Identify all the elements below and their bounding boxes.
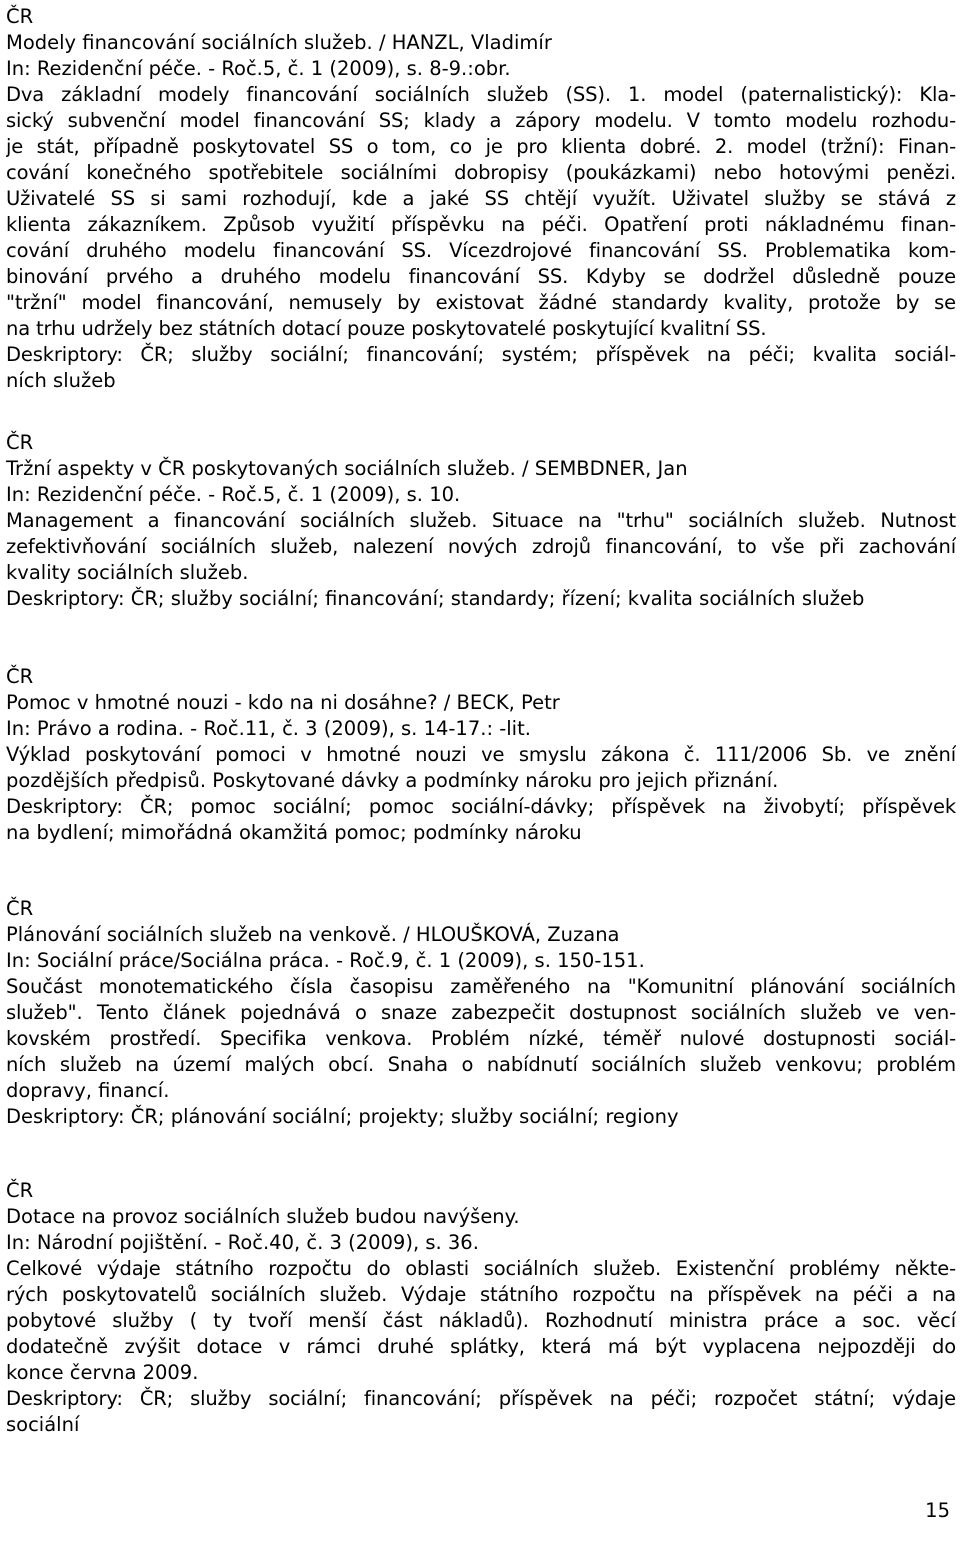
descriptors-line: Deskriptory: ČR; služby sociální; financování; standardy; řízení; kvalita sociálních služeb	[6, 587, 865, 610]
abstract-line: Dva základní modely financování sociálních služeb (SS). 1. model (paternalistický): Kla-	[6, 83, 956, 106]
abstract-line: klienta zákazníkem. Způsob využití příspěvku na péči. Opatření proti nákladnému finan-	[6, 213, 956, 236]
abstract-line: na trhu udržely bez státních dotací pouze poskytovatelé poskytující kvalitní SS.	[6, 317, 767, 340]
abstract-line: zefektivňování sociálních služeb, nalezení nových zdrojů financování, to vše při zachování	[6, 535, 956, 558]
abstract-line: cování druhého modelu financování SS. Vícezdrojové financování SS. Problematika kom-	[6, 239, 956, 262]
entry-title: Tržní aspekty v ČR poskytovaných sociálních služeb. / SEMBDNER, Jan	[6, 457, 688, 480]
abstract-line: pozdějších předpisů. Poskytované dávky a podmínky nároku pro jejich přiznání.	[6, 769, 779, 792]
entry-source: In: Právo a rodina. - Roč.11, č. 3 (2009), s. 14-17.: -lit.	[6, 717, 531, 740]
abstract-line: konce června 2009.	[6, 1361, 199, 1384]
entry-country: ČR	[6, 1179, 34, 1202]
descriptors-line: Deskriptory: ČR; plánování sociální; projekty; služby sociální; regiony	[6, 1105, 679, 1128]
entry-source: In: Rezidenční péče. - Roč.5, č. 1 (2009), s. 8-9.:obr.	[6, 57, 511, 80]
entry-source: In: Rezidenční péče. - Roč.5, č. 1 (2009), s. 10.	[6, 483, 461, 506]
entry-title: Modely financování sociálních služeb. / HANZL, Vladimír	[6, 31, 552, 54]
abstract-line: cování konečného spotřebitele sociálními dobropisy (poukázkami) nebo hotovými penězi.	[6, 161, 956, 184]
abstract-line: "tržní" model financování, nemusely by existovat žádné standardy kvality, protože by se	[6, 291, 956, 314]
entry-country: ČR	[6, 665, 34, 688]
descriptors-line: Deskriptory: ČR; služby sociální; financování; příspěvek na péči; rozpočet státní; výdaje	[6, 1387, 956, 1410]
page-number: 15	[925, 1499, 950, 1522]
abstract-line: je stát, případně poskytovatel SS o tom, co je pro klienta dobré. 2. model (tržní): Finan-	[6, 135, 956, 158]
entry-title: Pomoc v hmotné nouzi - kdo na ni dosáhne? / BECK, Petr	[6, 691, 560, 714]
abstract-line: binování prvého a druhého modelu financování SS. Kdyby se dodržel důsledně pouze	[6, 265, 956, 288]
abstract-line: ních služeb na území malých obcí. Snaha o nabídnutí sociálních služeb venkovu; problém	[6, 1053, 956, 1076]
entry-country: ČR	[6, 5, 34, 28]
entry-source: In: Sociální práce/Sociálna práca. - Roč.9, č. 1 (2009), s. 150-151.	[6, 949, 645, 972]
abstract-line: sický subvenční model financování SS; klady a zápory modelu. V tomto modelu rozhodu-	[6, 109, 956, 132]
descriptors-line: Deskriptory: ČR; služby sociální; financování; systém; příspěvek na péči; kvalita sociál-	[6, 343, 956, 366]
abstract-line: pobytové služby ( ty tvoří menší část nákladů). Rozhodnutí ministra práce a soc. věcí	[6, 1309, 956, 1332]
abstract-line: Management a financování sociálních služeb. Situace na "trhu" sociálních služeb. Nutnost	[6, 509, 956, 532]
descriptors-line: sociální	[6, 1413, 80, 1436]
descriptors-line: na bydlení; mimořádná okamžitá pomoc; podmínky nároku	[6, 821, 582, 844]
descriptors-line: Deskriptory: ČR; pomoc sociální; pomoc sociální-dávky; příspěvek na živobytí; příspěvek	[6, 795, 956, 818]
abstract-line: Celkové výdaje státního rozpočtu do oblasti sociálních služeb. Existenční problémy někte-	[6, 1257, 956, 1280]
bibliography-entry	[6, 430, 956, 612]
entry-country: ČR	[6, 897, 34, 920]
descriptors-line: ních služeb	[6, 369, 116, 392]
bibliography-entry	[6, 4, 956, 394]
abstract-line: dodatečně zvýšit dotace v rámci druhé splátky, která má být vyplacena nejpozději do	[6, 1335, 956, 1358]
entry-title: Plánování sociálních služeb na venkově. / HLOUŠKOVÁ, Zuzana	[6, 923, 620, 946]
bibliography-entry	[6, 896, 956, 1130]
abstract-line: kvality sociálních služeb.	[6, 561, 249, 584]
abstract-line: služeb". Tento článek pojednává o snaze zabezpečit dostupnost sociálních služeb ve ven-	[6, 1001, 956, 1024]
abstract-line: rých poskytovatelů sociálních služeb. Výdaje státního rozpočtu na příspěvek na péči a na	[6, 1283, 956, 1306]
abstract-line: Výklad poskytování pomoci v hmotné nouzi ve smyslu zákona č. 111/2006 Sb. ve znění	[6, 743, 956, 766]
abstract-line: Součást monotematického čísla časopisu zaměřeného na "Komunitní plánování sociálních	[6, 975, 956, 998]
abstract-line: kovském prostředí. Specifika venkova. Problém nízké, téměř nulové dostupnosti sociál-	[6, 1027, 956, 1050]
entry-source: In: Národní pojištění. - Roč.40, č. 3 (2009), s. 36.	[6, 1231, 479, 1254]
entry-title: Dotace na provoz sociálních služeb budou navýšeny.	[6, 1205, 520, 1228]
abstract-line: dopravy, financí.	[6, 1079, 170, 1102]
abstract-line: Uživatelé SS si sami rozhodují, kde a jaké SS chtějí využít. Uživatel služby se stává z	[6, 187, 956, 210]
entry-country: ČR	[6, 431, 34, 454]
bibliography-entry	[6, 664, 956, 846]
bibliography-entry	[6, 1178, 956, 1438]
